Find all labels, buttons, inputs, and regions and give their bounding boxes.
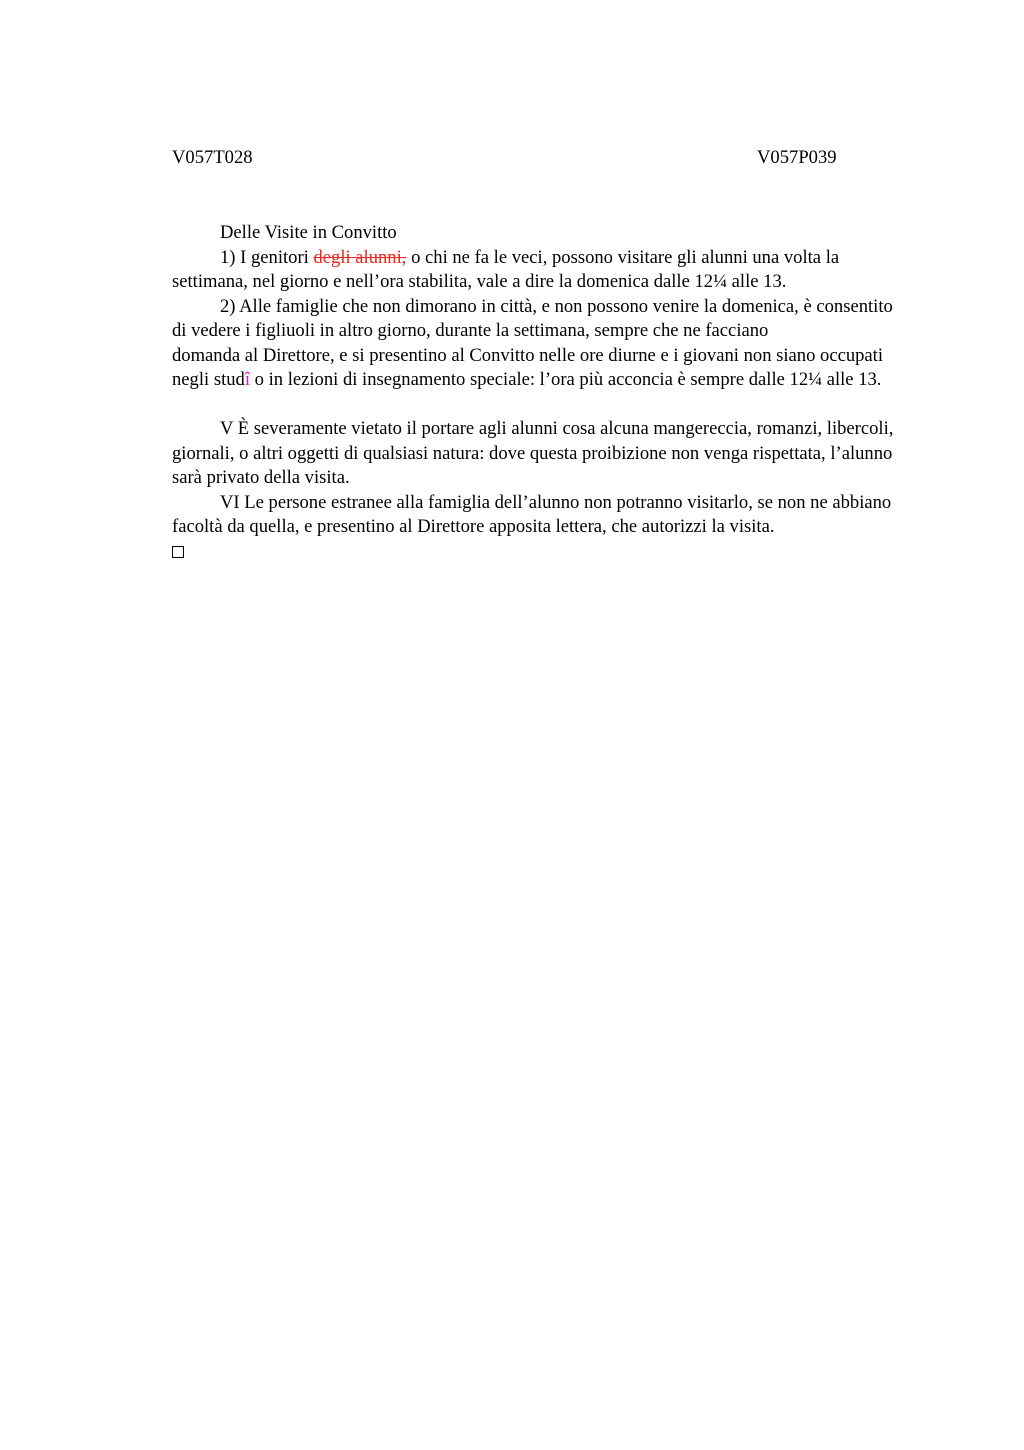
struck-text: degli alunni, bbox=[313, 246, 407, 268]
paragraph-2b-rest: o in lezioni di insegnamento speciale: l’ora più acconcia è sempre dalle 12¼ alle 13. bbox=[250, 369, 882, 390]
highlighted-char: î bbox=[244, 369, 250, 390]
paragraph-1 bbox=[172, 246, 902, 295]
header-left-code: V057T028 bbox=[172, 147, 253, 168]
paragraph-2a: 2) Alle famiglie che non dimorano in città, e non possono venire la domenica, è consentito di vedere i figliuoli in altro giorno, durante la settimana, sempre che ne facciano bbox=[172, 295, 893, 341]
paragraph-3: V È severamente vietato il portare agli alunni cosa alcuna mangereccia, romanzi, libercoli, giornali, o altri oggetti di qualsiasi natura: dove questa proibizione non venga rispettata, l’alunno sarà privato della visita. bbox=[172, 418, 894, 488]
paragraph-2b-start: domanda al Direttore, e si presentino al Convitto nelle ore diurne e i giovani non siano occupati negli stud bbox=[172, 344, 884, 390]
empty-checkbox-icon bbox=[172, 546, 184, 558]
checkbox-row bbox=[172, 540, 902, 566]
paragraph-2b bbox=[172, 344, 902, 393]
header-right-code: V057P039 bbox=[757, 147, 837, 168]
paragraph-4: VI Le persone estranee alla famiglia dell’alunno non potranno visitarlo, se non ne abbiano facoltà da quella, e presentino al Direttore apposita lettera, che autorizzi la visita. bbox=[172, 491, 892, 537]
paragraph-gap bbox=[172, 393, 902, 418]
section-title: Delle Visite in Convitto bbox=[220, 222, 397, 243]
document-body bbox=[172, 221, 902, 565]
paragraph-1-rest: o chi ne fa le veci, possono visitare gli alunni una volta la settimana, nel giorno e nell’ora stabilita, vale a dire la domenica dalle 12¼ alle 13. bbox=[172, 246, 840, 292]
paragraph-1-start: 1) I genitori bbox=[220, 246, 314, 268]
